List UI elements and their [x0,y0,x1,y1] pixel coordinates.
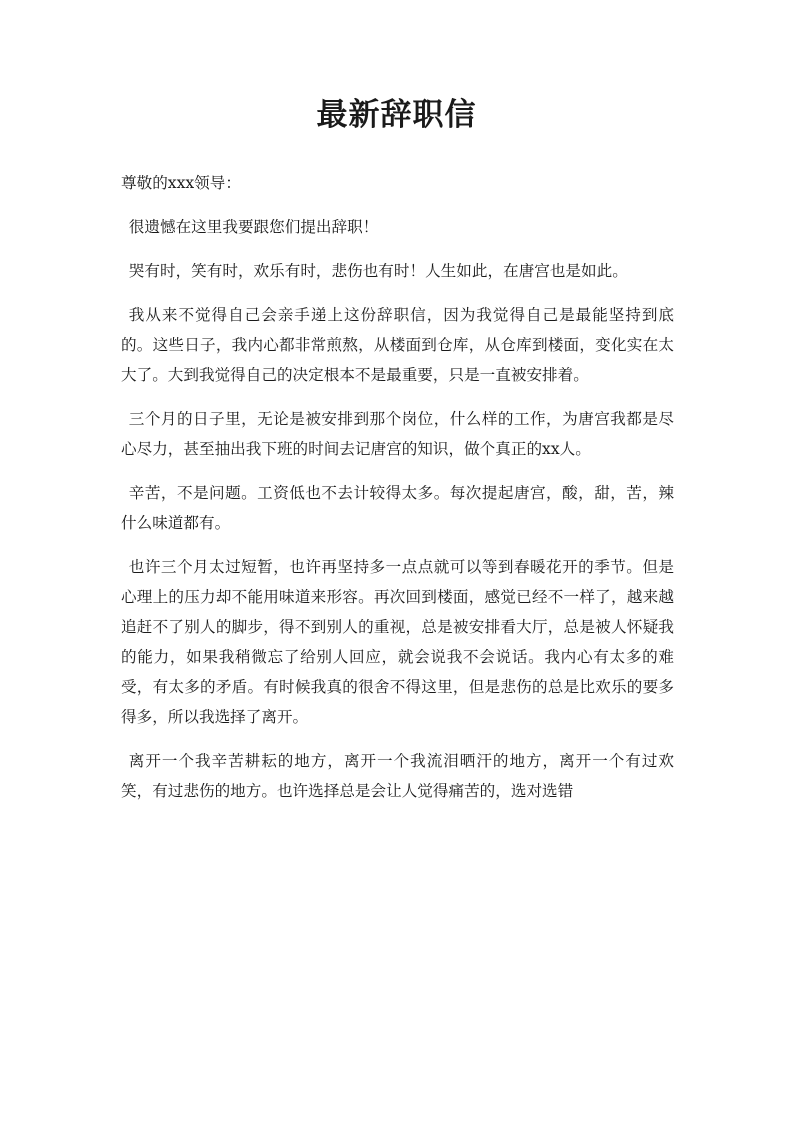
paragraph-4: 三个月的日子里，无论是被安排到那个岗位，什么样的工作，为唐宫我都是尽心尽力，甚至抽出我下班的时间去记唐宫的知识，做个真正的xx人。 [121,410,674,458]
document-title: 最新辞职信 [316,97,477,133]
document-body [121,168,674,820]
paragraph-3: 我从来不觉得自己会亲手递上这份辞职信，因为我觉得自己是最能坚持到底的。这些日子，我内心都非常煎熬，从楼面到仓库，从仓库到楼面，变化实在太大了。大到我觉得自己的决定根本不是最重要，只是一直被安排着。 [121,306,674,384]
paragraph-6: 也许三个月太过短暂，也许再坚持多一点点就可以等到春暖花开的季节。但是心理上的压力却不能用味道来形容。再次回到楼面，感觉已经不一样了，越来越追赶不了别人的脚步，得不到别人的重视，总是被安排看大厅，总是被人怀疑我的能力，如果我稍微忘了给别人回应，就会说我不会说话。我内心有太多的难受，有太多的矛盾。有时候我真的很舍不得这里，但是悲伤的总是比欢乐的要多得多，所以我选择了离开。 [121,558,674,726]
paragraph-5: 辛苦，不是问题。工资低也不去计较得太多。每次提起唐宫，酸，甜，苦，辣什么味道都有。 [121,484,674,532]
salutation: 尊敬的xxx领导： [121,174,241,192]
paragraph-2: 哭有时，笑有时，欢乐有时，悲伤也有时！人生如此，在唐宫也是如此。 [128,262,628,280]
paragraph-1: 很遗憾在这里我要跟您们提出辞职！ [128,218,379,236]
paragraph-7: 离开一个我辛苦耕耘的地方，离开一个我流泪晒汗的地方，离开一个有过欢笑，有过悲伤的地方。也许选择总是会让人觉得痛苦的，选对选错 [121,752,674,800]
